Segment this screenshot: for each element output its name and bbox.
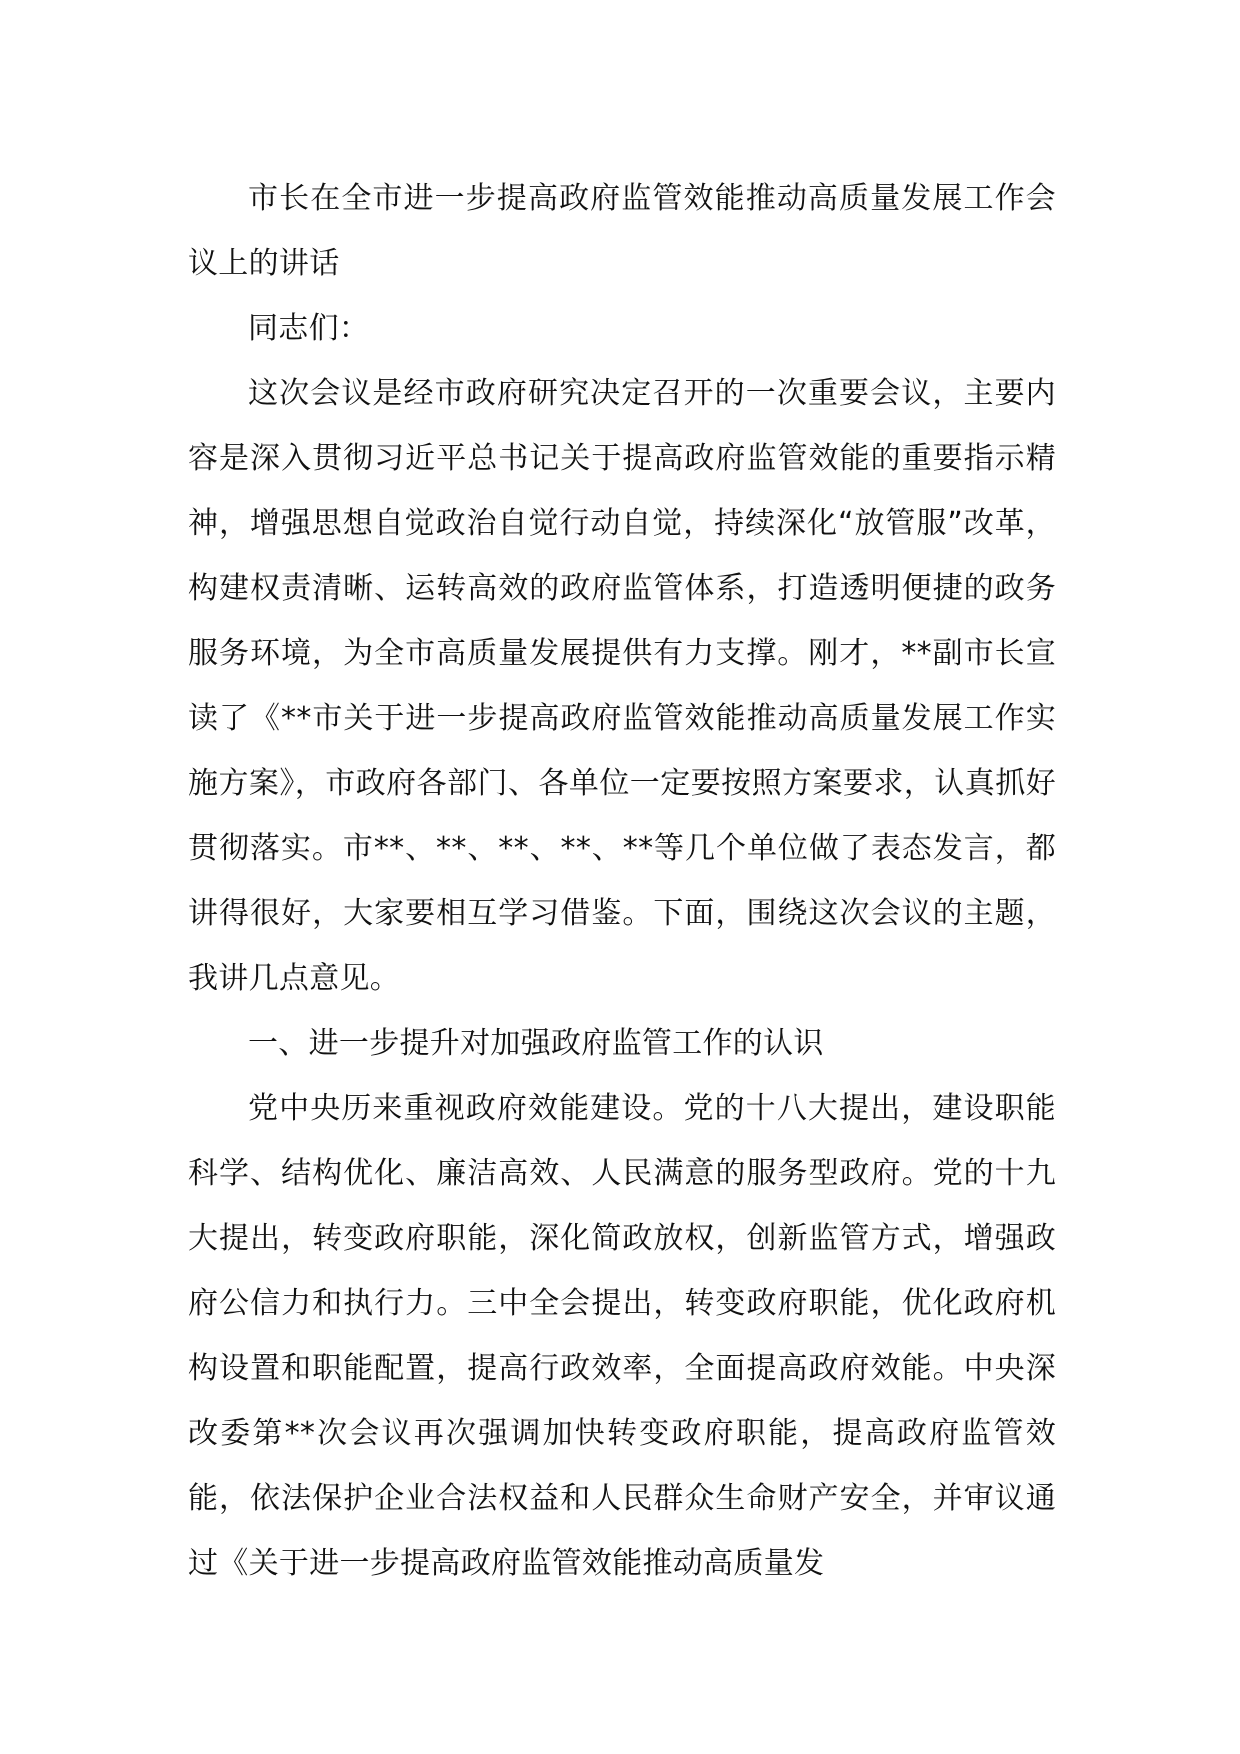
section-heading-1: 一、进一步提升对加强政府监管工作的认识 <box>248 1026 824 1061</box>
paragraph-intro: 这次会议是经市政府研究决定召开的一次重要会议，主要内容是深入贯彻习近平总书记关于提高政府监管效能的重要指示精神，增强思想自觉政治自觉行动自觉，持续深化“放管服”改革，构建权责清晰、运转高效的政府监管体系，打造透明便捷的政务服务环境，为全市高质量发展提供有力支撑。刚才，**副市长宣读了《**市关于进一步提高政府监管效能推动高质量发展工作实施方案》，市政府各部门、各单位一定要按照方案要求，认真抓好贯彻落实。市**、**、**、**、**等几个单位做了表态发言，都讲得很好，大家要相互学习借鉴。下面，围绕这次会议的主题，我讲几点意见。 <box>188 376 1056 996</box>
document-body <box>188 166 1056 1596</box>
paragraph-section-1: 党中央历来重视政府效能建设。党的十八大提出，建设职能科学、结构优化、廉洁高效、人民满意的服务型政府。党的十九大提出，转变政府职能，深化简政放权，创新监管方式，增强政府公信力和执行力。三中全会提出，转变政府职能，优化政府机构设置和职能配置，提高行政效率，全面提高政府效能。中央深改委第**次会议再次强调加快转变政府职能，提高政府监管效能，依法保护企业合法权益和人民群众生命财产安全，并审议通过《关于进一步提高政府监管效能推动高质量发 <box>188 1091 1056 1581</box>
salutation: 同志们： <box>248 311 370 346</box>
document-title: 市长在全市进一步提高政府监管效能推动高质量发展工作会议上的讲话 <box>188 181 1056 281</box>
